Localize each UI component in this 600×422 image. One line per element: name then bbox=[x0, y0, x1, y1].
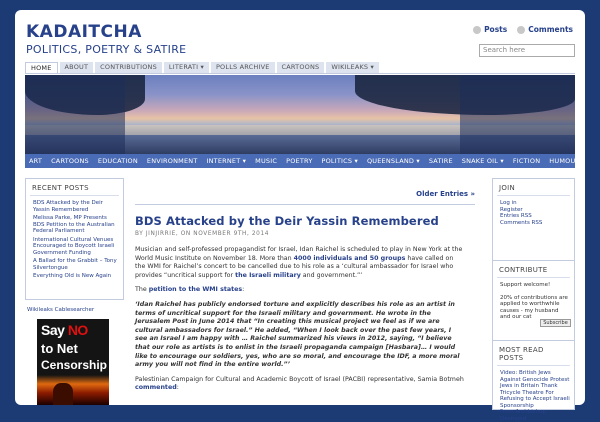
support-welcome-text: Support welcome! bbox=[500, 282, 551, 288]
login-link[interactable]: Log in bbox=[500, 200, 517, 206]
cat-snake-oil[interactable]: SNAKE OIL ▾ bbox=[461, 157, 504, 165]
posts-feed-label: Posts bbox=[484, 25, 508, 34]
contribute-widget bbox=[492, 260, 575, 342]
recent-post-link[interactable]: International Cultural Venues Encouraged to Boycott Israeli Government Funding bbox=[33, 236, 115, 256]
cat-satire[interactable]: SATIRE bbox=[428, 157, 453, 165]
feed-links bbox=[473, 25, 573, 34]
nav-wikileaks[interactable]: WIKILEAKS ▾ bbox=[326, 62, 379, 73]
comments-feed-label: Comments bbox=[528, 25, 573, 34]
cat-art[interactable]: ART bbox=[29, 157, 43, 165]
cat-fiction[interactable]: FICTION bbox=[512, 157, 541, 165]
text: Musician and self-professed propagandist for Israel, Idan Raichel is scheduled to play in New York at the World Music Institute on November 18. More than bbox=[135, 246, 463, 262]
recent-posts-title: RECENT POSTS bbox=[32, 184, 89, 192]
nav-divider bbox=[25, 73, 575, 74]
top-nav bbox=[25, 62, 379, 73]
header-banner-image bbox=[25, 75, 575, 154]
cat-internet[interactable]: INTERNET ▾ bbox=[206, 157, 247, 165]
text: and government.”’ bbox=[300, 271, 363, 279]
banner-censorship-text: Censorship bbox=[41, 358, 108, 372]
contribute-body bbox=[497, 277, 570, 321]
wikileaks-cablesearcher-link[interactable]: Wikileaks Cablesearcher bbox=[27, 307, 95, 313]
petition-signers-link[interactable]: 4000 individuals and 50 groups bbox=[293, 254, 406, 262]
nav-cartoons[interactable]: CARTOONS bbox=[277, 62, 325, 73]
israeli-military-link[interactable]: the Israeli military bbox=[235, 271, 301, 279]
most-read-title: MOST READ POSTS bbox=[499, 346, 544, 362]
recent-post-link[interactable]: A Ballad for the Grabbit – Tony Silvertongue bbox=[33, 258, 117, 271]
text: The bbox=[135, 286, 149, 294]
cat-humour[interactable]: HUMOUR bbox=[549, 157, 581, 165]
no-word: NO bbox=[67, 322, 88, 338]
banner-shade-right bbox=[460, 75, 575, 154]
banner-say-text bbox=[41, 322, 88, 338]
post-title[interactable]: BDS Attacked by the Deir Yassin Remembered bbox=[135, 214, 439, 228]
paragraph bbox=[135, 376, 465, 393]
cat-music[interactable]: MUSIC bbox=[255, 157, 278, 165]
search-input[interactable]: Search here bbox=[479, 44, 575, 57]
most-read-list bbox=[497, 365, 570, 422]
posts-feed-link[interactable] bbox=[473, 25, 507, 34]
nav-contributions[interactable]: CONTRIBUTIONS bbox=[95, 62, 162, 73]
paragraph bbox=[135, 286, 465, 295]
comments-rss-link[interactable]: Comments RSS bbox=[500, 219, 543, 226]
entries-rss-link[interactable]: Entries RSS bbox=[500, 213, 532, 219]
flames-graphic bbox=[37, 375, 109, 405]
silhouette-figure bbox=[53, 383, 73, 405]
text: Palestinian Campaign for Cultural and Academic Boycott of Israel (PACBI) representative, Samia Botmeh bbox=[135, 375, 464, 383]
recent-post-link[interactable]: BDS Attacked by the Deir Yassin Remembered bbox=[33, 200, 103, 213]
comments-feed-link[interactable] bbox=[517, 25, 573, 34]
cat-environment[interactable]: ENVIRONMENT bbox=[146, 157, 198, 165]
most-read-link[interactable]: Video: British Jews Against Genocide Protest bbox=[500, 370, 570, 383]
join-links bbox=[497, 195, 570, 226]
nav-home[interactable]: HOME bbox=[25, 62, 58, 73]
post-meta: BY JINJIRRIE, ON NOVEMBER 9TH, 2014 bbox=[135, 231, 270, 237]
blockquote: ‘Idan Raichel has publicly endorsed torture and explicitly describes his role as an artist in terms of uncritical support for the Israeli military and government. He wrote in the Jerusalem Post in June 2014 that “In creating this musical project we feel as if we are cultural ambassadors for Israel.” He added, “When I look back over the past few years, I see an Israel I am happy with … Raichel summarized his views in 2012, saying, “I believe that our role as artists is to enlist in the Israeli propaganda campaign [Hasbara]… I would like to encourage our soldiers, yes, who are so moral, and encourage the IDF, a more moral army you will not find in the entire world.”’ bbox=[135, 300, 460, 369]
text: : bbox=[176, 384, 179, 392]
say-word: Say bbox=[41, 322, 68, 338]
contribute-title: CONTRIBUTE bbox=[499, 266, 548, 274]
category-nav bbox=[25, 154, 581, 168]
cat-queensland[interactable]: QUEENSLAND ▾ bbox=[366, 157, 420, 165]
recent-post-link[interactable]: Everything Old is New Again bbox=[33, 273, 112, 279]
cat-poetry[interactable]: POETRY bbox=[286, 157, 313, 165]
post-body bbox=[135, 246, 465, 399]
most-read-link[interactable]: From Archbishop Desmond bbox=[500, 409, 547, 422]
paragraph bbox=[135, 246, 465, 280]
most-read-widget bbox=[492, 340, 575, 422]
commented-link[interactable]: commented bbox=[135, 384, 177, 392]
nav-about[interactable]: ABOUT bbox=[60, 62, 94, 73]
content-divider bbox=[135, 204, 475, 205]
older-entries-link[interactable]: Older Entries » bbox=[416, 190, 475, 198]
contribution-description: 20% of contributions are applied to worthwhile causes - my husband and our cat bbox=[500, 294, 568, 320]
nav-polls-archive[interactable]: POLLS ARCHIVE bbox=[211, 62, 275, 73]
recent-posts-list bbox=[30, 195, 119, 280]
rss-icon bbox=[517, 26, 525, 34]
site-description: POLITICS, POETRY & SATIRE bbox=[26, 43, 187, 56]
site-title[interactable]: KADAITCHA bbox=[26, 22, 142, 42]
banner-to-net-text: to Net bbox=[41, 341, 78, 356]
nav-literati[interactable]: LITERATI ▾ bbox=[164, 62, 209, 73]
join-title: JOIN bbox=[499, 184, 516, 192]
petition-link[interactable]: petition to the WMI states bbox=[148, 286, 243, 294]
cat-education[interactable]: EDUCATION bbox=[97, 157, 138, 165]
most-read-link[interactable]: Jews in Britain Thank Tricycle Theatre For Refusing to Accept Israeli Sponsorship bbox=[500, 383, 570, 409]
rss-icon bbox=[473, 26, 481, 34]
subscribe-button[interactable]: Subscribe bbox=[540, 319, 571, 327]
register-link[interactable]: Register bbox=[500, 206, 523, 213]
cat-cartoons[interactable]: CARTOONS bbox=[51, 157, 89, 165]
text: have called on the WMI for Raichel’s concert to be cancelled due to his role as a ‘cultural ambassador for Israel who provides “uncritical support for bbox=[135, 254, 454, 279]
recent-posts-widget bbox=[25, 178, 124, 300]
text: : bbox=[242, 286, 245, 294]
page bbox=[15, 10, 585, 422]
recent-post-link[interactable]: Melissa Parke, MP Presents BDS Petition to the Australian Federal Parliament bbox=[33, 215, 115, 234]
say-no-to-net-censorship-banner[interactable] bbox=[37, 319, 109, 405]
banner-shade-left bbox=[25, 75, 125, 154]
cat-politics[interactable]: POLITICS ▾ bbox=[321, 157, 358, 165]
